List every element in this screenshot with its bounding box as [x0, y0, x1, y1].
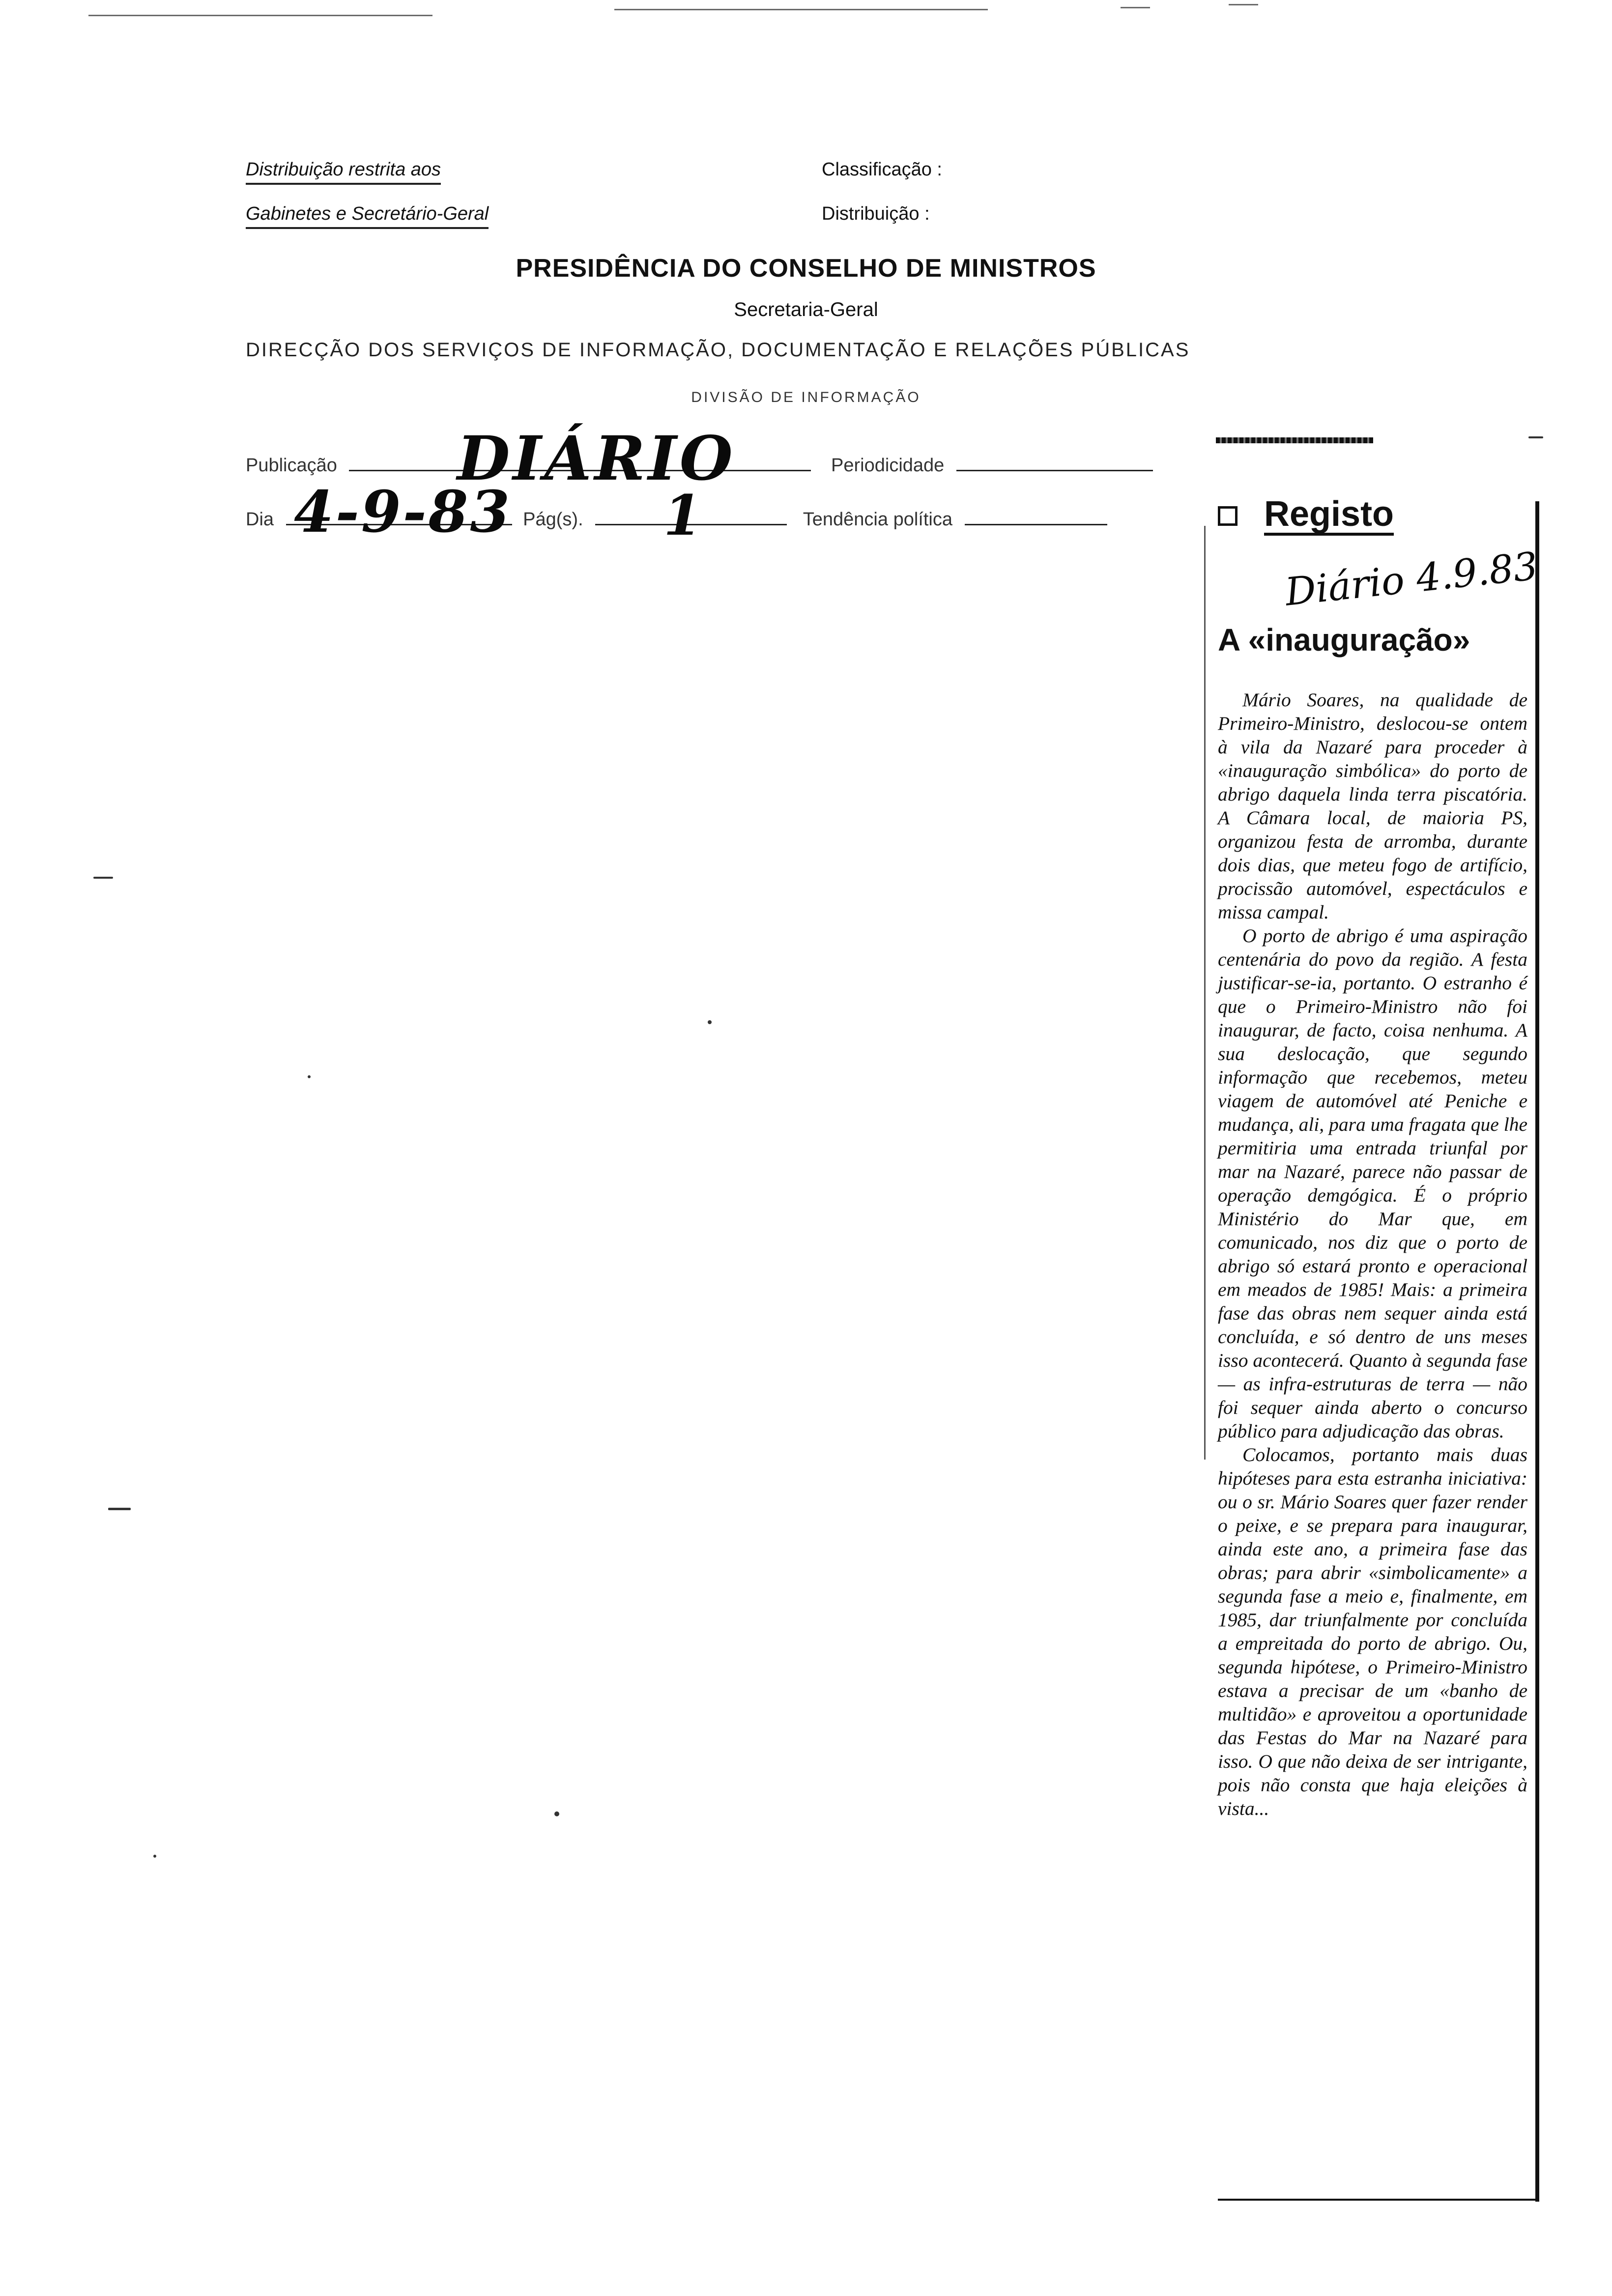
pages-handwritten: 1	[663, 484, 702, 548]
publication-handwritten: DIÁRIO	[457, 423, 736, 494]
periodicity-label: Periodicidade	[831, 455, 945, 476]
restriction-line-2: Gabinetes e Secretário-Geral	[246, 204, 489, 229]
division-name: DIVISÃO DE INFORMAÇÃO	[691, 389, 921, 405]
scan-speck	[308, 1075, 311, 1078]
clipping-headline: A «inauguração»	[1218, 622, 1470, 658]
clipping-bottom-edge	[1218, 2199, 1537, 2201]
classification-block	[822, 160, 942, 249]
clipping-left-rule	[1204, 526, 1206, 1460]
section-checkbox-icon	[1218, 506, 1238, 526]
article-paragraph: Mário Soares, na qualidade de Primeiro-Ministro, deslocou-se ontem à vila da Nazaré para proceder à «inauguração simbólica» do porto de abrigo daquela linda terra piscatória. A Câmara local, de maioria PS, organizou festa de arromba, durante dois dias, que meteu fogo de artifício, procissão automóvel, espectáculos e missa campal.	[1218, 689, 1527, 923]
day-handwritten: 4-9-83	[294, 479, 512, 545]
directorate-name: DIRECÇÃO DOS SERVIÇOS DE INFORMAÇÃO, DOCUMENTAÇÃO E RELAÇÕES PÚBLICAS	[246, 339, 1190, 361]
clipping-column-rule	[1535, 501, 1539, 2202]
restriction-line-1: Distribuição restrita aos	[246, 160, 441, 185]
day-label: Dia	[246, 509, 274, 530]
tendency-field	[965, 504, 1107, 525]
periodicity-field	[956, 450, 1153, 471]
scan-artifact-line	[88, 15, 432, 16]
scan-speck	[554, 1811, 559, 1816]
scan-speck	[93, 877, 113, 879]
organization-title: PRESIDÊNCIA DO CONSELHO DE MINISTROS	[516, 254, 1096, 283]
newspaper-clipping	[1198, 428, 1542, 2216]
section-heading: Registo	[1264, 496, 1394, 536]
scan-speck	[1528, 436, 1543, 438]
pages-label: Pág(s).	[523, 509, 583, 530]
scan-artifact-line	[1229, 4, 1258, 5]
scan-speck	[108, 1508, 131, 1510]
tendency-label: Tendência política	[803, 509, 952, 530]
scan-speck	[708, 1020, 712, 1024]
article-paragraph: O porto de abrigo é uma aspiração centenária do povo da região. A festa justificar-se-ia, portanto. O estranho é que o Primeiro-Ministro não foi inaugurar, de facto, coisa nenhuma. A sua deslocação, que segundo informação que recebemos, meteu viagem de automóvel até Peniche e mudança, ali, para uma fragata que lhe permitiria uma entrada triunfal por mar na Nazaré, parece não passar de operação demgógica. É o próprio Ministério do Mar que, em comunicado, nos diz que o porto de abrigo só estará pronto e operacional em meados de 1985! Mais: a primeira fase das obras nem sequer ainda está concluída, e só dentro de uns meses isso acontecerá. Quanto à segunda fase — as infra-estruturas de terra — não foi sequer ainda aberto o concurso público para adjudicação das obras.	[1218, 925, 1527, 1442]
publication-label: Publicação	[246, 455, 337, 476]
scan-speck	[153, 1855, 156, 1858]
clipping-top-edge	[1216, 437, 1373, 443]
scan-artifact-line	[1121, 7, 1150, 8]
clipping-handwritten-note: Diário 4.9.83	[1283, 544, 1540, 615]
clipping-article-body	[1218, 688, 1527, 1820]
article-paragraph: Colocamos, portanto mais duas hipóteses para esta estranha iniciativa: ou o sr. Mário Soares quer fazer render o peixe, e se prepara para inaugurar, ainda este ano, a primeira fase das obras; para abrir «simbolicamente» a segunda fase a meio e, finalmente, em 1985, dar triunfalmente por concluída a empreitada do porto de abrigo. Ou, segunda hipótese, o Primeiro-Ministro estava a precisar de um «banho de multidão» e aproveitou a oportunidade das Festas do Mar na Nazaré para isso. O que não deixa de ser intrigante, pois não consta que haja eleições à vista...	[1218, 1444, 1527, 1819]
restriction-notice	[246, 160, 489, 249]
scan-artifact-line	[614, 9, 988, 10]
classification-label: Classificação :	[822, 159, 942, 180]
distribution-label: Distribuição :	[822, 203, 930, 224]
organization-subtitle: Secretaria-Geral	[734, 299, 878, 320]
